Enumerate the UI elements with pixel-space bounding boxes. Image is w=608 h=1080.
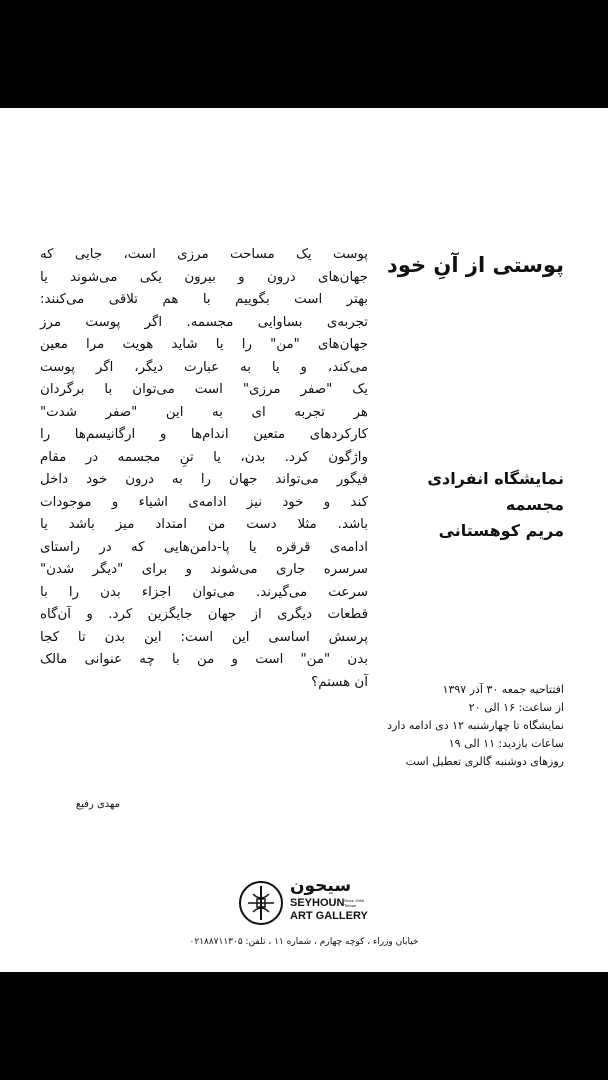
visiting-hours: ساعات بازدید: ۱۱ الی ۱۹	[448, 737, 564, 750]
essay-line: قطعات دیگری از جهان جایگزین کرد. و آن‌گاه	[40, 607, 368, 622]
essay-line: می‌کند، و یا به عبارت دیگر، اگر پوست	[40, 359, 368, 375]
essay-line: واژگون کرد. بدن، یا تنِ مجسمه در مقام	[40, 449, 368, 465]
essay-line: ادامه‌ی قرقره یا پا-دامن‌هایی که در راستای	[40, 539, 368, 555]
essay-line: هر تجربه ای به این "صفر شدت"	[40, 404, 368, 420]
essay-line: سرسره جاری می‌شوند و برای "دیگر شدن"	[40, 562, 368, 577]
essay-line: آن هستم؟	[311, 674, 368, 690]
essay-line: سرعت می‌گیرند. می‌توان اجزاء بدن را با	[40, 584, 368, 600]
poster-title: پوستی از آنِ خود	[387, 253, 564, 277]
essay-author: مهدی رفیع	[75, 799, 120, 810]
essay-line: فیگور می‌تواند جهان را به درون خود داخل	[40, 472, 368, 487]
essay-line: جهان‌های درون و بیرون یکی می‌شوند یا	[40, 269, 368, 285]
essay-line: باشد. مثلا دست من امتداد میز باشد یا	[40, 517, 368, 532]
essay-line: بهتر است بگوییم با هم تلاقی می‌کنند:	[40, 292, 368, 307]
exhibition-medium: مجسمه	[505, 495, 564, 514]
essay-line: پوست یک مساحت مرزی است، جایی که	[40, 247, 368, 262]
essay-text	[40, 244, 368, 694]
gallery-tagline: Since 1966 Tehran	[344, 898, 365, 908]
artist-name: مریم کوهستانی	[438, 521, 564, 540]
essay-line: کارکردهای متعین اندام‌ها و ارگانیسم‌ها را	[40, 427, 368, 442]
opening-hours: از ساعت: ۱۶ الی ۲۰	[468, 701, 564, 714]
essay-line: تجربه‌ی بساوایی مجسمه. اگر پوست مرز	[40, 314, 368, 330]
opening-date: افتتاحیه جمعه ۳۰ آذر ۱۳۹۷	[442, 683, 564, 696]
essay-line: پرسش اساسی این است: این بدن تا کجا	[40, 629, 368, 645]
closing-date: نمایشگاه تا چهارشنبه ۱۲ دی ادامه دارد	[387, 719, 564, 732]
gallery-logo	[238, 876, 378, 928]
essay-line: یک "صفر مرزی" است می‌توان با برگردان	[40, 382, 368, 397]
essay-line: کند و خود نیز ادامه‌ی اشیاء و موجودات	[40, 494, 368, 510]
essay-line: جهان‌های "من" را یا شاید هویت مرا معین	[40, 337, 368, 352]
exhibition-details	[354, 681, 564, 771]
gallery-address: خیابان وزراء ، کوچه چهارم ، شماره ۱۱ ، تلفن: ۰۲۱۸۸۷۱۱۳۰۵	[189, 937, 419, 947]
poster	[0, 108, 608, 972]
gallery-subtitle-en: ART GALLERY	[290, 910, 368, 922]
gallery-name-en: SEYHOUN	[290, 897, 345, 909]
exhibition-info	[374, 466, 564, 544]
closed-days: روزهای دوشنبه گالری تعطیل است	[405, 755, 564, 768]
essay-line: بدن "من" است و من با چه عنوانی مالک	[40, 652, 368, 667]
gallery-name-fa: سیحون	[290, 876, 352, 896]
exhibition-type: نمایشگاه انفرادی	[427, 469, 564, 488]
seyhoun-emblem-icon	[238, 880, 284, 926]
